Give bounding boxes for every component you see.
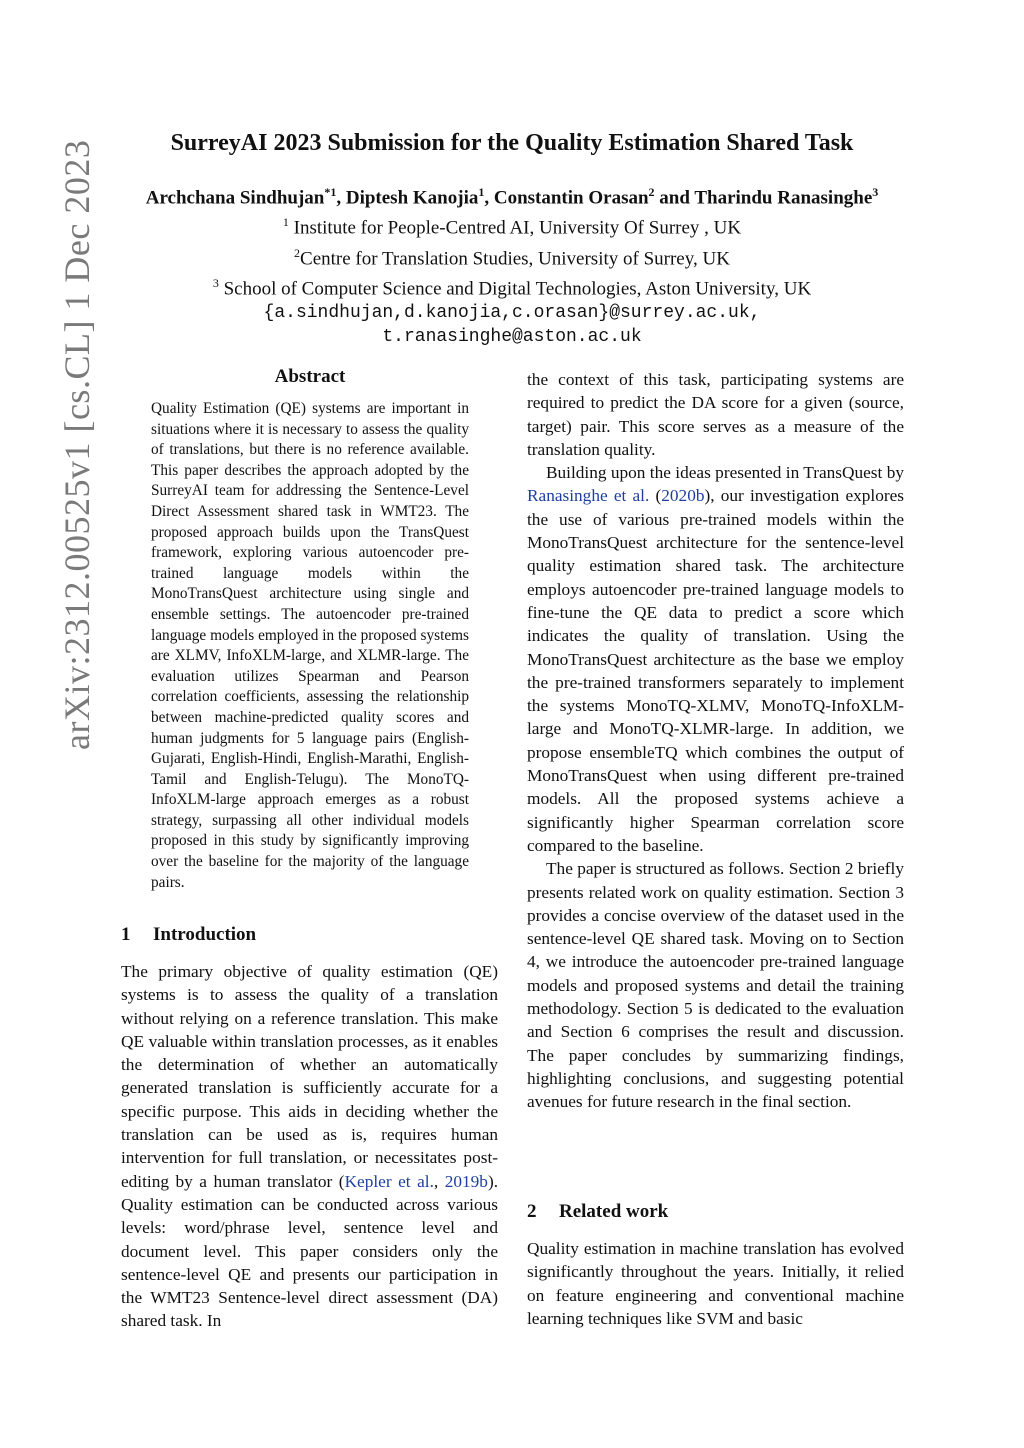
author-affiliation-mark: *1 (324, 185, 337, 199)
section-title: Related work (559, 1201, 669, 1222)
affiliation-1: $^1$ Institute for People-Centred AI, University Of Surrey , UK (282, 215, 742, 239)
section-number: 2 (527, 1201, 537, 1222)
author-name: Constantin Orasan (493, 187, 649, 209)
section-body (527, 1237, 904, 1330)
section-title: Introduction (153, 924, 257, 945)
section-2 (527, 1201, 904, 1330)
author-name: Archchana Sindhujan (145, 187, 325, 209)
paragraph: The primary objective of quality estimation (QE) systems is to assess the quality of a translation without relying on a reference translation. This make QE valuable within translation processes, as it enables the determination of whether an automatically generated translation is sufficiently accurate for a specific purpose. This aids in deciding whether the translation can be used as is, requires human intervention for full translation, or necessitates post-editing by a human translator (Kepler et al., 2019b). Quality estimation can be conducted across various levels: word/phrase level, sentence level and document level. This paper considers only the sentence-level QE and presents our participation in the WMT23 Sentence-level direct assessment (DA) shared task. In (121, 962, 499, 1331)
section-number: 1 (121, 924, 131, 945)
paragraph: Building upon the ideas presented in TransQuest by Ranasinghe et al. (2020b), our investigation explores the use of various pre-trained models within the MonoTransQuest architecture for the sentence-level quality estimation shared task. The architecture employs autoencoder pre-trained language models to fine-tune the QE data to predict a score which indicates the quality of translation. Using the MonoTransQuest architecture as the base we employ the pre-trained transformers separately to implement the systems MonoTQ-XLMV, MonoTQ-InfoXLM-large and MonoTQ-XLMR-large. In addition, we propose ensembleTQ which combines the output of MonoTransQuest when using different pre-trained models. All the proposed systems achieve a significantly higher Spearman correlation score compared to the baseline. (527, 463, 905, 855)
citation-link[interactable]: Ranasinghe et al. (527, 486, 650, 506)
abstract-text: Quality Estimation (QE) systems are important in situations where it is necessary to assess the quality of translations, but there is no reference available. This paper describes the approach adopted by the SurreyAI team for addressing the Sentence-Level Direct Assessment shared task in WMT23. The proposed approach builds upon the TransQuest framework, exploring various autoencoder pre-trained language models within the MonoTransQuest architecture using single and ensemble settings. The autoencoder pre-trained language models employed in the proposed systems are XLMV, InfoXLM-large, and XLMR-large. The evaluation utilizes Spearman and Pearson correlation coefficients, assessing the relationship between machine-predicted quality scores and human judgments for 5 language pairs (English-Gujarati, English-Hindi, English-Marathi, English-Tamil and English-Telugu). The MonoTQ-InfoXLM-large approach emerges as a robust strategy, surpassing all other individual models proposed in this study by significantly improving over the baseline for the majority of the language pairs. (151, 400, 469, 891)
citation-link[interactable]: Kepler et al. (344, 1171, 434, 1191)
author-name: Tharindu Ranasinghe (694, 187, 873, 209)
author-affiliation-mark: 1 (478, 185, 485, 199)
paragraph: the context of this task, participating systems are required to predict the DA score for a given (source, target) pair. This score serves as a measure of the translation quality. (527, 370, 904, 459)
author-block (0, 180, 1024, 349)
section-body (121, 960, 498, 1333)
section-1 (121, 924, 498, 1333)
paragraph: Quality estimation in machine translation has evolved significantly throughout the years. Initially, it relied on feature engineering and conventional machine learning techniques like SVM and basic (527, 1239, 904, 1328)
affiliation-3: $^3$ School of Computer Science and Digital Technologies, Aston University, UK (212, 275, 812, 300)
arxiv-watermark: arXiv:2312.00525v1 [cs.CL] 1 Dec 2023 (57, 139, 97, 750)
right-column (527, 368, 904, 1114)
email-line-2: t.ranasinghe@aston.ac.uk (382, 327, 642, 348)
author-conjunction: and (659, 187, 690, 209)
abstract-heading: Abstract (274, 366, 346, 387)
author-affiliation-mark: 2 (648, 185, 655, 199)
author-name: Diptesh Kanojia (345, 187, 479, 209)
author-names: Archchana Sindhujan$^{*1}$, Diptesh Kanojia$^1$, Constantin Orasan$^2$ and Tharindu Ranasinghe$^3$ (145, 185, 879, 209)
paragraph: The paper is structured as follows. Section 2 briefly presents related work on quality estimation. Section 3 provides a concise overview of the dataset used in the sentence-level QE shared task. Moving on to Section 4, we introduce the autoencoder pre-trained language models and proposed systems and detail the training methodology. Section 5 is dedicated to the evaluation and Section 6 comprises the result and discussion. The paper concludes by summarizing findings, highlighting conclusions, and suggesting potential avenues for future research in the final section. (527, 859, 904, 1112)
citation-year-link[interactable]: 2020b (661, 486, 705, 506)
section-heading (527, 1201, 904, 1223)
affiliation-2: $^2$Centre for Translation Studies, University of Surrey, UK (294, 245, 730, 269)
email-line-1: {a.sindhujan,d.kanojia,c.orasan}@surrey.ac.uk, (263, 303, 761, 324)
paper-title: SurreyAI 2023 Submission for the Quality Estimation Shared Task (170, 130, 854, 156)
section-heading (121, 924, 498, 946)
author-affiliation-mark: 3 (872, 185, 879, 199)
citation-year-link[interactable]: 2019b (444, 1171, 488, 1191)
